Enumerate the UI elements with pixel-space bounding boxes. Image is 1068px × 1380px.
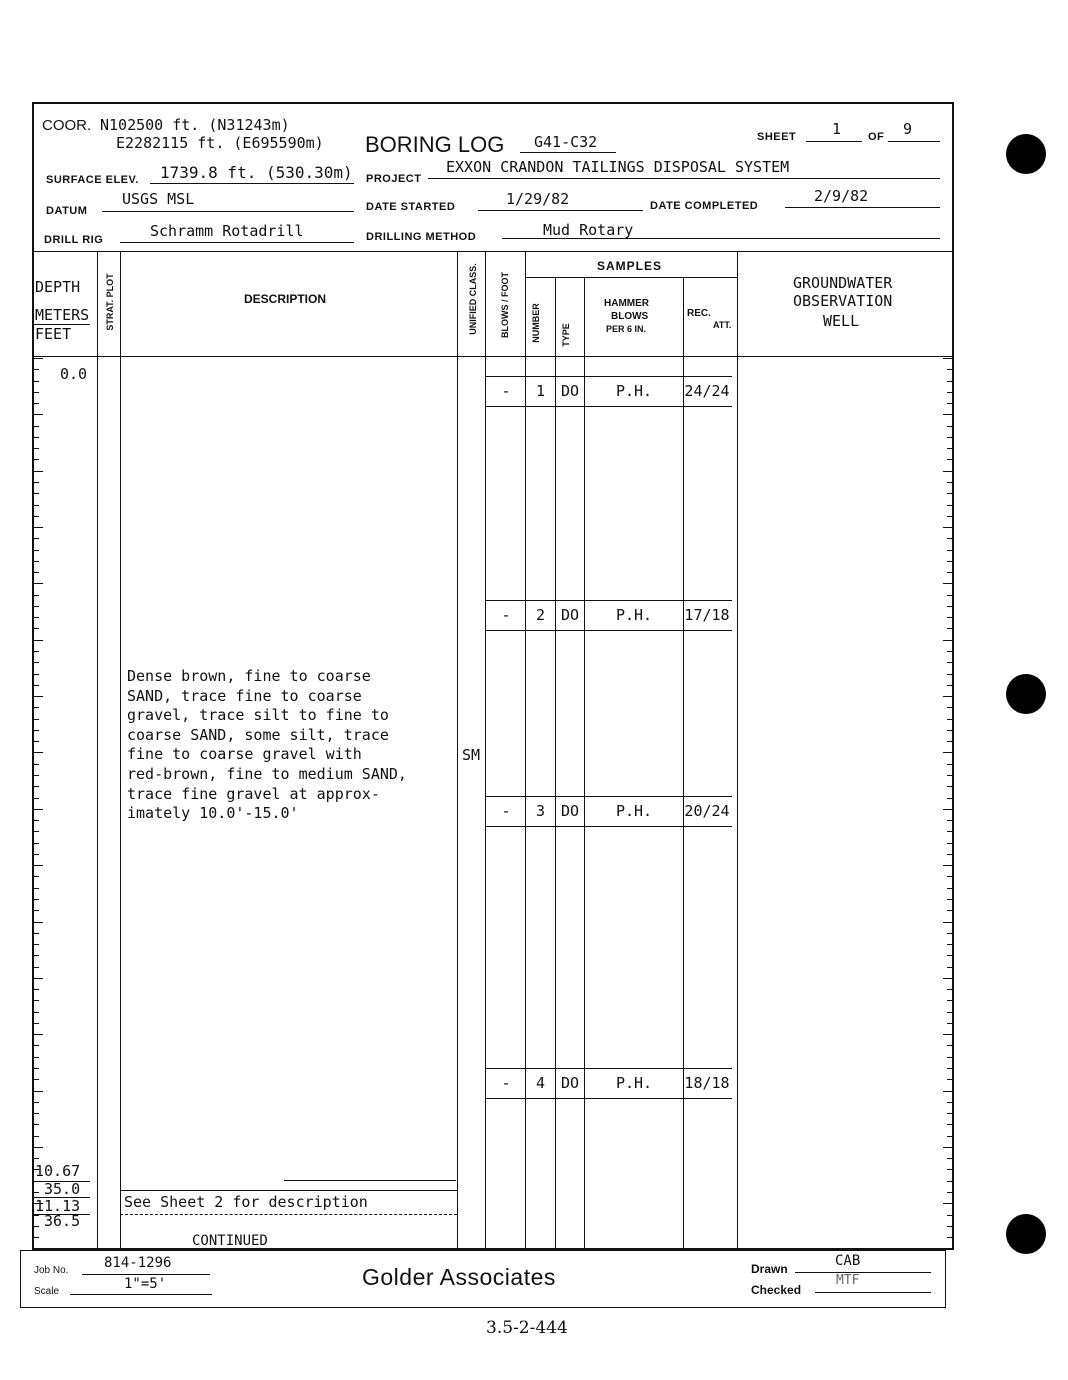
depth-tick xyxy=(34,1068,39,1069)
depth-tick xyxy=(34,572,39,573)
layer-boundary-2 xyxy=(120,1190,457,1191)
coor-label: COOR. xyxy=(42,117,92,134)
depth-tick xyxy=(943,865,952,866)
depth-tick xyxy=(34,865,43,866)
depth-tick xyxy=(34,1000,39,1001)
depth-tick xyxy=(34,899,39,900)
depth-tick xyxy=(34,516,39,517)
depth-tick xyxy=(947,967,952,968)
sample-row-bottom-rule xyxy=(486,826,732,827)
depth-tick xyxy=(34,426,39,427)
depth-tick xyxy=(947,606,952,607)
col-groundwater-3: WELL xyxy=(823,312,860,330)
depth-tick xyxy=(947,1136,952,1137)
rule-class-blows xyxy=(485,252,486,1250)
depth-tick xyxy=(947,516,952,517)
depth-tick xyxy=(34,1136,39,1137)
depth-tick xyxy=(34,381,39,382)
depth-tick xyxy=(34,403,39,404)
depth-tick xyxy=(34,674,39,675)
sample-blows: - xyxy=(501,382,511,400)
depth-tick xyxy=(34,1113,39,1114)
depth-tick xyxy=(947,910,952,911)
soil-description: Dense brown, fine to coarse SAND, trace fine to coarse gravel, trace silt to fine to coarse SAND, some silt, trace fine to coarse gravel with red-brown, fine to medium SAND, trace fine gravel at approx- imately 10.0'-15.0' xyxy=(127,667,407,823)
sample-row-bottom-rule xyxy=(486,1098,732,1099)
depth-tick xyxy=(34,1091,43,1092)
col-hammer-2: BLOWS xyxy=(611,311,649,322)
depth-tick xyxy=(34,730,39,731)
drill-rig-underline xyxy=(120,242,354,243)
date-started-label: DATE STARTED xyxy=(366,201,456,213)
depth-tick xyxy=(34,967,39,968)
col-type: TYPE xyxy=(561,323,571,347)
depth-tick xyxy=(34,820,39,821)
date-completed: 2/9/82 xyxy=(814,187,869,205)
depth-tick xyxy=(947,381,952,382)
sheet-number-underline xyxy=(806,141,862,142)
depth-tick xyxy=(34,369,39,370)
depth-tick xyxy=(947,1169,952,1170)
depth-tick xyxy=(34,1237,39,1238)
depth-tick xyxy=(947,685,952,686)
depth-tick xyxy=(947,662,952,663)
datum-label: DATUM xyxy=(46,205,88,217)
col-rec: REC. xyxy=(687,308,711,319)
depth-tick xyxy=(34,583,43,584)
depth-tick xyxy=(947,482,952,483)
depth-tick xyxy=(34,1034,43,1035)
drawn-underline xyxy=(795,1272,931,1273)
depth-tick xyxy=(34,550,39,551)
scale-underline xyxy=(70,1294,212,1295)
punch-hole-middle xyxy=(1006,674,1046,714)
depth-tick xyxy=(34,1226,39,1227)
company-name: Golder Associates xyxy=(362,1264,556,1290)
depth-tick xyxy=(34,595,39,596)
depth-tick xyxy=(947,955,952,956)
depth-tick xyxy=(947,1237,952,1238)
scale-label: Scale xyxy=(34,1286,60,1297)
depth-11-13-m: 11.13 xyxy=(35,1197,81,1215)
date-completed-label: DATE COMPLETED xyxy=(650,200,759,212)
depth-top: 0.0 xyxy=(60,365,88,383)
depth-tick xyxy=(34,685,39,686)
coor-east: E2282115 ft. (E695590m) xyxy=(116,134,324,152)
boring-log-title: BORING LOG xyxy=(365,132,505,157)
depth-tick xyxy=(34,561,39,562)
depth-tick xyxy=(34,651,39,652)
depth-tick xyxy=(34,786,39,787)
depth-tick xyxy=(943,978,952,979)
depth-tick xyxy=(34,944,39,945)
col-number: NUMBER xyxy=(531,303,541,343)
drawn-by: CAB xyxy=(835,1253,861,1269)
rule-desc-class xyxy=(457,252,458,1250)
depth-10-67-m: 10.67 xyxy=(35,1162,81,1180)
depth-tick xyxy=(947,437,952,438)
depth-tick xyxy=(947,572,952,573)
col-hammer-3: PER 6 IN. xyxy=(606,324,647,334)
sample-blows: - xyxy=(501,1074,511,1092)
layer-boundary-3 xyxy=(120,1214,457,1215)
depth-tick xyxy=(947,628,952,629)
sample-row-bottom-rule xyxy=(486,406,732,407)
depth-tick xyxy=(947,1113,952,1114)
depth-tick xyxy=(34,1124,39,1125)
surface-elev: 1739.8 ft. (530.30m) xyxy=(160,163,353,182)
sample-hammer: P.H. xyxy=(615,802,653,820)
depth-tick xyxy=(947,651,952,652)
job-no-label: Job No. xyxy=(34,1265,69,1276)
depth-tick xyxy=(34,606,39,607)
depth-tick xyxy=(34,437,39,438)
depth-tick xyxy=(943,1203,952,1204)
depth-tick xyxy=(34,955,39,956)
sample-rec: 18/18 xyxy=(684,1074,730,1092)
depth-tick xyxy=(947,392,952,393)
depth-tick xyxy=(34,1012,39,1013)
depth-tick xyxy=(34,392,39,393)
depth-tick xyxy=(34,741,39,742)
header-block xyxy=(0,0,1068,255)
depth-tick xyxy=(947,550,952,551)
depth-tick xyxy=(947,595,952,596)
depth-tick xyxy=(34,933,39,934)
sample-rec: 24/24 xyxy=(684,382,730,400)
sample-row-top-rule xyxy=(486,1068,732,1069)
depth-tick xyxy=(947,1181,952,1182)
sample-hammer: P.H. xyxy=(615,606,653,624)
depth-tick xyxy=(34,538,39,539)
depth-tick xyxy=(943,583,952,584)
of-label: OF xyxy=(868,131,885,143)
depth-tick xyxy=(947,1012,952,1013)
depth-tick xyxy=(947,426,952,427)
sample-hammer: P.H. xyxy=(615,382,653,400)
depth-tick xyxy=(947,1124,952,1125)
depth-tick xyxy=(943,922,952,923)
depth-tick xyxy=(34,482,39,483)
sheet-label: SHEET xyxy=(757,131,797,143)
depth-tick xyxy=(34,448,39,449)
depth-tick xyxy=(34,1057,39,1058)
col-groundwater-1: GROUNDWATER xyxy=(793,274,893,292)
sample-type: DO xyxy=(560,802,580,820)
continued-note: CONTINUED xyxy=(192,1233,268,1249)
depth-tick xyxy=(947,876,952,877)
depth-tick xyxy=(943,752,952,753)
sample-rec: 20/24 xyxy=(684,802,730,820)
depth-tick xyxy=(34,1045,39,1046)
surface-elev-underline xyxy=(150,183,354,184)
depth-tick xyxy=(943,358,952,359)
depth-tick xyxy=(34,471,43,472)
depth-tick xyxy=(34,358,43,359)
depth-tick xyxy=(947,730,952,731)
datum: USGS MSL xyxy=(122,190,195,208)
depth-tick xyxy=(34,640,43,641)
depth-36-5-ft: 36.5 xyxy=(44,1212,81,1230)
rule-depth-strat xyxy=(97,252,98,1250)
depth-tick xyxy=(947,820,952,821)
sample-number: 4 xyxy=(535,1074,546,1092)
depth-tick xyxy=(34,414,43,415)
depth-tick xyxy=(947,1226,952,1227)
depth-tick xyxy=(947,741,952,742)
depth-tick xyxy=(943,640,952,641)
rule-number-type xyxy=(555,277,556,1250)
drilling-method: Mud Rotary xyxy=(543,221,634,239)
depth-tick xyxy=(947,764,952,765)
col-meters: METERS xyxy=(35,306,90,324)
depth-tick xyxy=(947,617,952,618)
depth-tick xyxy=(947,854,952,855)
depth-tick xyxy=(947,1102,952,1103)
rule-hammer-rec xyxy=(683,277,684,1250)
rule-rec-well xyxy=(737,252,738,1250)
depth-tick xyxy=(947,1068,952,1069)
depth-tick xyxy=(947,459,952,460)
drawn-label: Drawn xyxy=(751,1262,788,1276)
col-blows-foot: BLOWS / FOOT xyxy=(500,272,510,338)
project-underline xyxy=(428,178,940,179)
sample-row-top-rule xyxy=(486,796,732,797)
drilling-method-underline xyxy=(502,238,940,239)
sample-row-bottom-rule xyxy=(486,630,732,631)
depth-tick xyxy=(34,527,43,528)
depth-tick xyxy=(34,798,39,799)
depth-tick xyxy=(947,989,952,990)
sample-rec: 17/18 xyxy=(684,606,730,624)
depth-tick xyxy=(34,493,39,494)
col-groundwater-2: OBSERVATION xyxy=(793,292,893,310)
boring-id-underline xyxy=(520,152,616,153)
depth-tick xyxy=(34,719,39,720)
depth-tick xyxy=(947,1079,952,1080)
depth-tick xyxy=(34,978,43,979)
drill-rig-label: DRILL RIG xyxy=(44,234,104,246)
date-started-underline xyxy=(478,210,643,211)
coor-north: N102500 ft. (N31243m) xyxy=(100,116,290,134)
project: EXXON CRANDON TAILINGS DISPOSAL SYSTEM xyxy=(446,158,790,176)
depth-tick xyxy=(947,798,952,799)
sheet-number: 1 xyxy=(832,120,842,138)
layer-boundary-1 xyxy=(284,1180,456,1181)
sample-blows: - xyxy=(501,606,511,624)
datum-underline xyxy=(102,211,354,212)
depth-tick xyxy=(947,719,952,720)
depth-tick xyxy=(947,493,952,494)
depth-tick xyxy=(947,1215,952,1216)
checked-label: Checked xyxy=(751,1283,802,1297)
depth-tick xyxy=(34,1079,39,1080)
depth-tick xyxy=(947,1192,952,1193)
depth-tick xyxy=(947,944,952,945)
depth-tick xyxy=(947,403,952,404)
depth-tick xyxy=(943,527,952,528)
sample-blows: - xyxy=(501,802,511,820)
column-headings xyxy=(0,252,1068,358)
rule-blows-number xyxy=(525,252,526,1250)
project-label: PROJECT xyxy=(366,173,422,185)
samples-header-top-rule xyxy=(526,277,738,278)
depth-tick xyxy=(947,505,952,506)
depth-tick xyxy=(34,989,39,990)
sample-type: DO xyxy=(560,1074,580,1092)
col-unified-class: UNIFIED CLASS. xyxy=(468,263,478,335)
depth-scale-left xyxy=(34,358,44,1248)
depth-tick xyxy=(34,843,39,844)
unified-class-value: SM xyxy=(462,746,481,764)
column-heading-bottom-rule xyxy=(32,356,954,357)
depth-tick xyxy=(947,674,952,675)
col-hammer-1: HAMMER xyxy=(604,298,649,309)
depth-tick xyxy=(947,1023,952,1024)
drilling-method-label: DRILLING METHOD xyxy=(366,231,477,243)
depth-tick xyxy=(947,369,952,370)
col-description: DESCRIPTION xyxy=(244,292,327,306)
drill-rig: Schramm Rotadrill xyxy=(150,222,304,240)
depth-tick xyxy=(34,775,39,776)
see-sheet-note: See Sheet 2 for description xyxy=(124,1193,368,1211)
col-att: ATT. xyxy=(713,320,732,330)
depth-tick xyxy=(947,1045,952,1046)
checked-by: MTF xyxy=(836,1273,860,1288)
depth-tick xyxy=(947,448,952,449)
depth-tick xyxy=(947,786,952,787)
sample-row-top-rule xyxy=(486,600,732,601)
col-strat-plot: STRAT. PLOT xyxy=(105,273,115,331)
sample-hammer: P.H. xyxy=(615,1074,653,1092)
depth-tick xyxy=(943,696,952,697)
depth-tick xyxy=(34,854,39,855)
depth-tick xyxy=(943,809,952,810)
depth-tick xyxy=(34,662,39,663)
date-completed-underline xyxy=(785,207,940,208)
col-samples: SAMPLES xyxy=(597,259,663,273)
depth-tick xyxy=(947,561,952,562)
depth-tick xyxy=(34,1158,39,1159)
depth-tick xyxy=(34,764,39,765)
depth-tick xyxy=(34,809,43,810)
job-no: 814-1296 xyxy=(104,1255,172,1271)
rule-type-hammer xyxy=(584,277,585,1250)
depth-tick xyxy=(34,617,39,618)
sheet-total-underline xyxy=(888,141,940,142)
depth-35-0-ft: 35.0 xyxy=(44,1180,81,1198)
depth-tick xyxy=(947,1057,952,1058)
depth-scale-right xyxy=(942,358,952,1248)
depth-tick xyxy=(34,922,43,923)
sample-number: 1 xyxy=(535,382,546,400)
depth-tick xyxy=(947,1158,952,1159)
depth-tick xyxy=(947,775,952,776)
page-number: 3.5-2-444 xyxy=(486,1318,568,1338)
depth-tick xyxy=(34,876,39,877)
job-no-underline xyxy=(82,1274,210,1275)
rule-strat-desc xyxy=(120,252,121,1250)
surface-elev-label: SURFACE ELEV. xyxy=(46,174,139,186)
depth-tick xyxy=(943,1147,952,1148)
depth-tick xyxy=(34,1147,43,1148)
depth-tick xyxy=(34,910,39,911)
sample-number: 2 xyxy=(535,606,546,624)
depth-tick xyxy=(34,752,43,753)
depth-tick xyxy=(34,1023,39,1024)
sample-number: 3 xyxy=(535,802,546,820)
scale: 1"=5' xyxy=(124,1276,167,1292)
sample-type: DO xyxy=(560,382,580,400)
depth-tick xyxy=(943,1034,952,1035)
depth-tick xyxy=(34,628,39,629)
depth-tick xyxy=(34,505,39,506)
depth-tick xyxy=(34,696,43,697)
depth-tick xyxy=(947,899,952,900)
depth-tick xyxy=(943,414,952,415)
col-depth: DEPTH xyxy=(35,278,81,296)
depth-tick xyxy=(34,707,39,708)
depth-tick xyxy=(947,888,952,889)
depth-tick xyxy=(947,538,952,539)
sample-type: DO xyxy=(560,606,580,624)
depth-tick xyxy=(34,888,39,889)
boring-id: G41-C32 xyxy=(534,133,598,151)
depth-tick xyxy=(34,1102,39,1103)
depth-tick xyxy=(34,1192,39,1193)
depth-tick xyxy=(947,933,952,934)
depth-tick xyxy=(947,831,952,832)
sample-row-top-rule xyxy=(486,376,732,377)
punch-hole-bottom xyxy=(1006,1214,1046,1254)
depth-tick xyxy=(34,831,39,832)
depth-tick xyxy=(34,459,39,460)
depth-tick xyxy=(947,843,952,844)
checked-underline xyxy=(815,1292,931,1293)
sheet-total: 9 xyxy=(903,120,913,138)
date-started: 1/29/82 xyxy=(506,190,570,208)
depth-tick xyxy=(947,707,952,708)
depth-tick xyxy=(943,471,952,472)
col-feet: FEET xyxy=(35,325,72,343)
depth-tick xyxy=(943,1091,952,1092)
depth-tick xyxy=(947,1000,952,1001)
